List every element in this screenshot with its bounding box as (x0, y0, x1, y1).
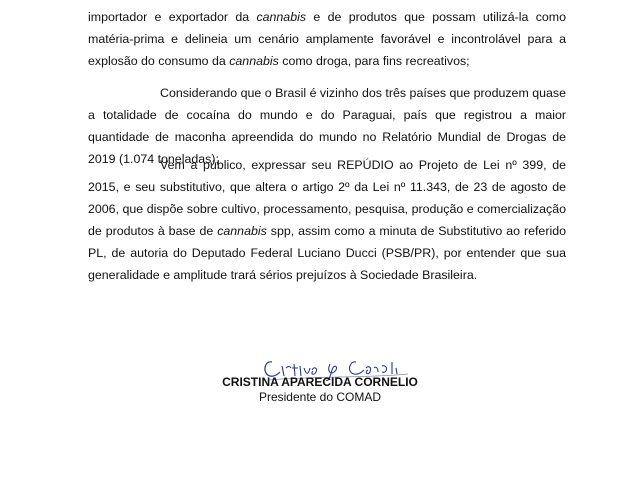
text-fragment: importador e exportador da (88, 10, 257, 24)
text-fragment: Vem a público, expressar seu REPÚDIO ao Projeto de Lei nº 399, de 2015, e seu substitutivo, que altera o artigo 2º da Lei nº 11.343, de 23 de agosto de 2006, que dispõe sobre cultivo, processamento, pesquisa, produção e comercialização de produtos à base de (88, 158, 566, 238)
text-fragment: como droga, para fins recreativos; (278, 54, 470, 68)
signatory-title: Presidente do COMAD (258, 390, 382, 404)
text-fragment: spp, assim como a minuta de Substitutivo ao referido PL, de autoria do Deputado Federal Luciano Ducci (PSB/PR), por entender que sua generalidade e amplitude trará sérios prejuízos à Sociedade Brasileira. (88, 224, 566, 282)
italic-term: cannabis (229, 54, 279, 68)
paragraph-considerando: Considerando que o Brasil é vizinho dos três países que produzem quase a totalidade de cocaína do mundo e do Paraguai, país que registrou a maior quantidade de maconha apreendida do mundo no Relatório Mundial de Drogas de 2019 (1.074 toneladas); (88, 86, 566, 166)
paragraph-continuation (88, 6, 566, 72)
text-fragment: e de produtos que possam utilizá-la como matéria-prima e delineia um cenário amplamente favorável e incontrolável para a explosão do consumo da (88, 10, 567, 68)
italic-term: cannabis (217, 224, 267, 238)
signatory-name: CRISTINA APARECIDA CORNELIO (222, 375, 418, 389)
italic-term: cannabis (256, 10, 307, 24)
paragraph-repudio (88, 154, 566, 286)
